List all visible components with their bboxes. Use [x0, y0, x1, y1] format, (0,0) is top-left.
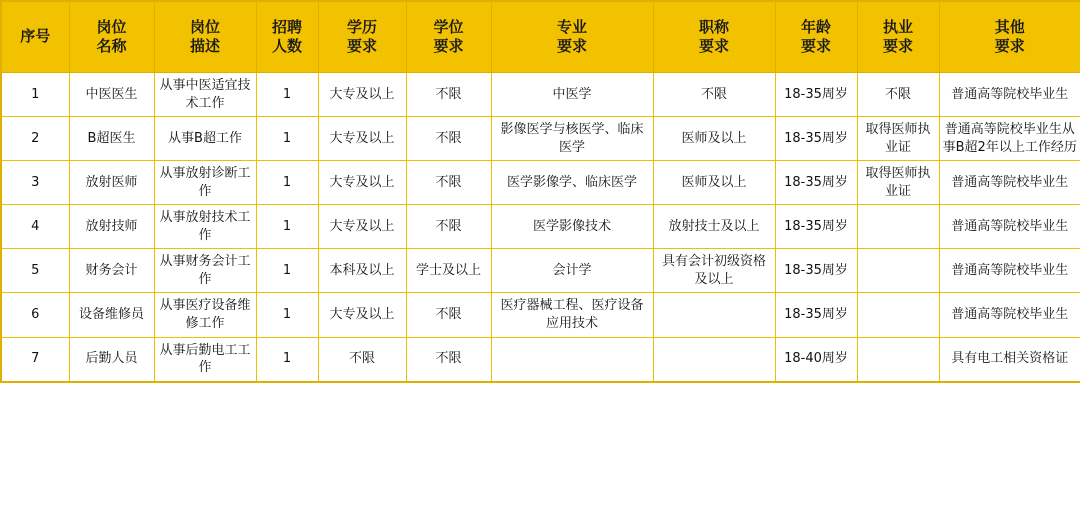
cell-post-name: 设备维修员: [69, 293, 154, 337]
header-index-line1: 序号: [20, 27, 51, 46]
header-title-line1: 职称: [698, 17, 729, 36]
table-row: [1, 205, 1080, 249]
cell-license: 取得医师执业证: [857, 161, 939, 205]
cell-post-desc: 从事放射诊断工作: [154, 161, 256, 205]
cell-headcount: 1: [256, 293, 318, 337]
header-age-line2: 要求: [800, 37, 831, 55]
cell-degree: 不限: [406, 293, 491, 337]
header-degree-line1: 学位: [433, 17, 464, 36]
cell-headcount: 1: [256, 117, 318, 161]
cell-major: 会计学: [491, 249, 653, 293]
cell-education: 大专及以上: [318, 293, 406, 337]
cell-post-desc: 从事B超工作: [154, 117, 256, 161]
table-row: [1, 293, 1080, 337]
cell-post-name: B超医生: [69, 117, 154, 161]
cell-post-desc: 从事中医适宜技术工作: [154, 73, 256, 117]
cell-age: 18-35周岁: [775, 205, 857, 249]
cell-headcount: 1: [256, 161, 318, 205]
header-index: [1, 1, 69, 73]
cell-index: 5: [1, 249, 69, 293]
cell-education: 本科及以上: [318, 249, 406, 293]
table-row: [1, 337, 1080, 382]
cell-age: 18-35周岁: [775, 117, 857, 161]
cell-degree: 不限: [406, 161, 491, 205]
header-degree-line2: 要求: [433, 37, 464, 55]
header-other-line2: 要求: [994, 37, 1025, 55]
cell-other: 具有电工相关资格证: [939, 337, 1080, 382]
cell-post-desc: 从事后勤电工工作: [154, 337, 256, 382]
table-body: [1, 73, 1080, 382]
header-headcount-line2: 人数: [271, 37, 302, 55]
header-education-line1: 学历: [346, 17, 377, 36]
header-other: [939, 1, 1080, 73]
header-other-line1: 其他: [994, 17, 1025, 36]
header-post-name: [69, 1, 154, 73]
cell-education: 大专及以上: [318, 73, 406, 117]
cell-major: 中医学: [491, 73, 653, 117]
cell-license: [857, 337, 939, 382]
header-education: [318, 1, 406, 73]
header-age: [775, 1, 857, 73]
cell-title: 具有会计初级资格及以上: [653, 249, 775, 293]
cell-headcount: 1: [256, 205, 318, 249]
cell-other: 普通高等院校毕业生从事B超2年以上工作经历: [939, 117, 1080, 161]
cell-age: 18-35周岁: [775, 293, 857, 337]
cell-license: [857, 249, 939, 293]
header-major: [491, 1, 653, 73]
cell-title: [653, 293, 775, 337]
header-post-desc: [154, 1, 256, 73]
cell-age: 18-35周岁: [775, 73, 857, 117]
cell-degree: 不限: [406, 337, 491, 382]
header-title: [653, 1, 775, 73]
cell-age: 18-35周岁: [775, 161, 857, 205]
cell-title: 医师及以上: [653, 161, 775, 205]
cell-index: 1: [1, 73, 69, 117]
cell-index: 4: [1, 205, 69, 249]
cell-age: 18-40周岁: [775, 337, 857, 382]
cell-education: 大专及以上: [318, 205, 406, 249]
header-license-line1: 执业: [882, 17, 913, 36]
cell-index: 2: [1, 117, 69, 161]
header-headcount: [256, 1, 318, 73]
cell-title: 不限: [653, 73, 775, 117]
header-major-line2: 要求: [556, 37, 587, 55]
cell-education: 不限: [318, 337, 406, 382]
cell-title: 医师及以上: [653, 117, 775, 161]
header-headcount-line1: 招聘: [271, 17, 302, 36]
header-post-name-line2: 名称: [96, 37, 127, 55]
cell-degree: 不限: [406, 205, 491, 249]
cell-major: 医学影像学、临床医学: [491, 161, 653, 205]
cell-license: 取得医师执业证: [857, 117, 939, 161]
cell-title: [653, 337, 775, 382]
cell-headcount: 1: [256, 337, 318, 382]
header-education-line2: 要求: [346, 37, 377, 55]
header-row: [1, 1, 1080, 73]
table-row: [1, 73, 1080, 117]
cell-other: 普通高等院校毕业生: [939, 205, 1080, 249]
cell-post-name: 财务会计: [69, 249, 154, 293]
header-post-desc-line1: 岗位: [189, 17, 220, 36]
table-header: [1, 1, 1080, 73]
cell-post-desc: 从事财务会计工作: [154, 249, 256, 293]
header-major-line1: 专业: [556, 17, 587, 36]
table-row: [1, 117, 1080, 161]
cell-post-desc: 从事医疗设备维修工作: [154, 293, 256, 337]
cell-degree: 不限: [406, 117, 491, 161]
cell-major: [491, 337, 653, 382]
cell-title: 放射技士及以上: [653, 205, 775, 249]
header-license: [857, 1, 939, 73]
cell-education: 大专及以上: [318, 117, 406, 161]
cell-index: 6: [1, 293, 69, 337]
header-degree: [406, 1, 491, 73]
cell-degree: 学士及以上: [406, 249, 491, 293]
cell-post-name: 放射医师: [69, 161, 154, 205]
header-post-desc-line2: 描述: [189, 37, 220, 55]
cell-education: 大专及以上: [318, 161, 406, 205]
cell-index: 3: [1, 161, 69, 205]
cell-headcount: 1: [256, 73, 318, 117]
cell-license: [857, 293, 939, 337]
cell-other: 普通高等院校毕业生: [939, 161, 1080, 205]
header-license-line2: 要求: [882, 37, 913, 55]
table-row: [1, 249, 1080, 293]
cell-major: 医学影像技术: [491, 205, 653, 249]
cell-major: 医疗器械工程、医疗设备应用技术: [491, 293, 653, 337]
cell-degree: 不限: [406, 73, 491, 117]
header-title-line2: 要求: [698, 37, 729, 55]
cell-age: 18-35周岁: [775, 249, 857, 293]
header-post-name-line1: 岗位: [96, 17, 127, 36]
cell-post-desc: 从事放射技术工作: [154, 205, 256, 249]
cell-post-name: 放射技师: [69, 205, 154, 249]
header-age-line1: 年龄: [800, 17, 831, 36]
cell-post-name: 中医医生: [69, 73, 154, 117]
cell-major: 影像医学与核医学、临床医学: [491, 117, 653, 161]
cell-index: 7: [1, 337, 69, 382]
cell-other: 普通高等院校毕业生: [939, 293, 1080, 337]
cell-other: 普通高等院校毕业生: [939, 249, 1080, 293]
cell-license: 不限: [857, 73, 939, 117]
cell-headcount: 1: [256, 249, 318, 293]
table-row: [1, 161, 1080, 205]
cell-post-name: 后勤人员: [69, 337, 154, 382]
cell-license: [857, 205, 939, 249]
cell-other: 普通高等院校毕业生: [939, 73, 1080, 117]
